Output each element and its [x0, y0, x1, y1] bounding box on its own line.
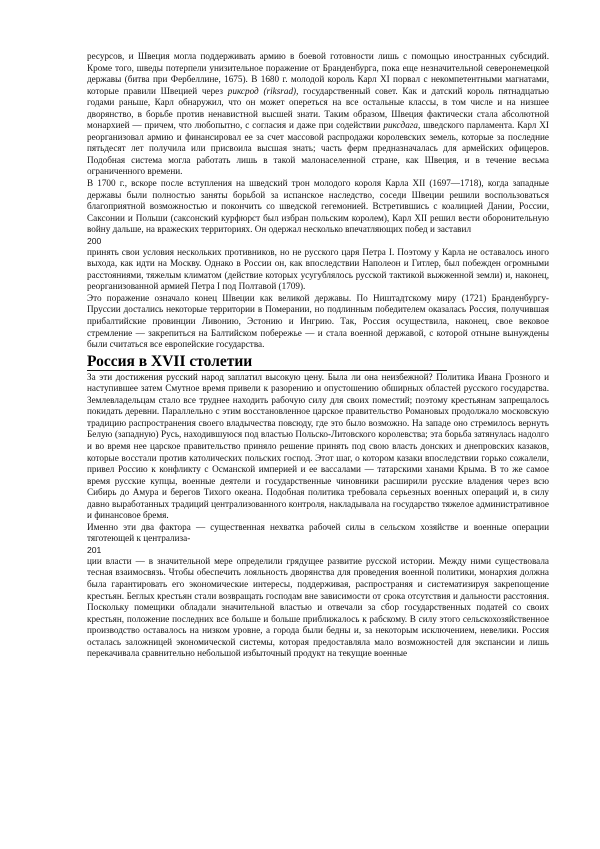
section-heading-rule — [87, 353, 447, 371]
page-number: 201 — [87, 544, 102, 555]
paragraph-two-factors: Именно эти два фактора — существенная нехватка рабочей силы в сельском хозяйстве и военные операции тяготеющей к централиза- — [87, 521, 549, 544]
paragraph-text: ресурсов, и Швеция могла поддерживать армию в боевой готовности лишь с помощью иностранных субсидий. Кроме того, шведы потерпели унизительное поражение от Бранденбурга, пока еще незначительной северонемецкой державы (битва при Фербеллине, 1675). В 1680 г. молодой король Карл XI порвал с некомпетентными магнатами, которые правили Швецией через — [87, 51, 549, 96]
section-heading: Россия в XVII столетии — [87, 352, 253, 370]
document-page — [87, 51, 549, 660]
paragraph-russia-policy: За эти достижения русский народ заплатил высокую цену. Была ли она неизбежной? Политика Ивана Грозного и наступившее затем Смутное время привели к разорению и опустошению обширных областей русского государства. Землевладельцам стало все труднее находить рабочую силу для своих поместий; поэтому крестьянам запрещалось покидать деревни. Параллельно с этим восстановленное царское правительство Романовых продолжало московскую традицию распространения своего владычества повсюду, где это было возможно. На западе оно стремилось вернуть Белую (западную) Русь, находившуюся под властью Польско-Литовского королевства; эта борьба затянулась надолго и во время нее царское правительство приняло решение принять под свою власть донских и днепровских казаков, которые восстали против католических польских господ. Этот шаг, о котором казаки впоследствии горько сожалели, привел Россию к конфликту с Османской империей и ее вассалами — татарскими ханами Крыма. В то же самое время русские купцы, военные деятели и государственные чиновники расширили русские владения через всю Сибирь до Амура и берегов Тихого океана. Подобная политика требовала серьезных военных операций и, в силу давно выработанных традиций централизованного контроля, накладывала на государство тяжелое административное и финансовое бремя. — [87, 371, 549, 521]
paragraph-text: шведского парламента. Карл XI реорганизовал армию и финансировал ее за счет массовой распродажи королевских земель, которые за последние пятьдесят лет получила или присвоила высшая знать; часть ферм предназначалась для армейских офицеров. Подобная система могла работать лишь в такой малонаселенной стране, как Швеция, и в течение весьма ограниченного времени. — [87, 120, 549, 177]
paragraph-text: государственный совет. Как и датский король пятнадцатью годами раньше, Карл обнаружил, что он может опереться на все остальные классы, в том числе и на низшее дворянство, в борьбе против ненавистной высшей знати. Таким образом, Швеция фактически стала абсолютной монархией — причем, что любопытно, с согласия и даже при содействии — [87, 85, 550, 131]
paragraph-serfdom: ции власти — в значительной мере определили грядущее развитие русской истории. Между ними существовала тесная взаимосвязь. Чтобы обеспечить лояльность дворянства для проведения военной политики, монархия должна была гарантировать его экономические интересы, поддерживая, распространяя и систематизируя закрепощение крестьян. Беглых крестьян стали возвращать господам вне зависимости от срока отсутствия и дальности расстояния. Поскольку помещики обладали значительной властью и отвечали за сбор государственных податей со своих крестьян, положение последних все больше и больше приближалось к рабскому. В силу этого сельскохозяйственное производство оставалось на низком уровне, а города были бедны и, за некоторым исключением, невелики. Россия осталась заложницей экономической системы, которая предоставляла мало возможностей для экспансии и лишь перекачивала сравнительно небольшой избыточный продукт на текущие военные — [87, 555, 549, 659]
paragraph-nystad: Это поражение означало конец Швеции как великой державы. По Ништадтскому миру (1721) Бранденбургу- Пруссии достались некоторые территории в Померании, но подлинным победителем оказалась Россия, получившая прибалтийские провинции Ливонию, Эстонию и Ингрию. Так, Россия осуществила, наконец, свое вековое стремление — закрепиться на Балтийском побережье — и стала военной державой, с которой отныне вынуждены были считаться все европейские государства. — [87, 292, 549, 350]
paragraph-sweden-finances — [87, 51, 549, 178]
page-number: 200 — [87, 235, 102, 246]
term-riksdag: риксдага, — [383, 120, 421, 131]
paragraph-charles-xii: В 1700 г., вскоре после вступления на шведский трон молодого короля Карла XII (1697—1718), когда западные державы были полностью заняты борьбой за испанское наследство, соседи Швеции решили воспользоваться благоприятной возможностью и покончить со шведской гегемонией. Встретившись с коалицией Дании, России, Саксонии и Польши (саксонский курфюрст был избран польским королем), Карл XII решил вести оборонительную войну дальше, на вражеских территориях. Он одержал несколько впечатляющих побед и заставил — [87, 178, 549, 235]
paragraph-poltava: принять свои условия нескольких противников, но не русского царя Петра I. Поэтому у Карла не оставалось иного выхода, как идти на Москву. Однако в России он, как впоследствии Наполеон и Гитлер, был побежден огромными расстояниями, тяжелым климатом (действие которых усугублялось русской тактикой выжженной земли) и, наконец, реорганизованной армией Петра I под Полтавой (1709). — [87, 246, 549, 292]
term-riksrad: риксрод (riksrad), — [227, 85, 299, 96]
